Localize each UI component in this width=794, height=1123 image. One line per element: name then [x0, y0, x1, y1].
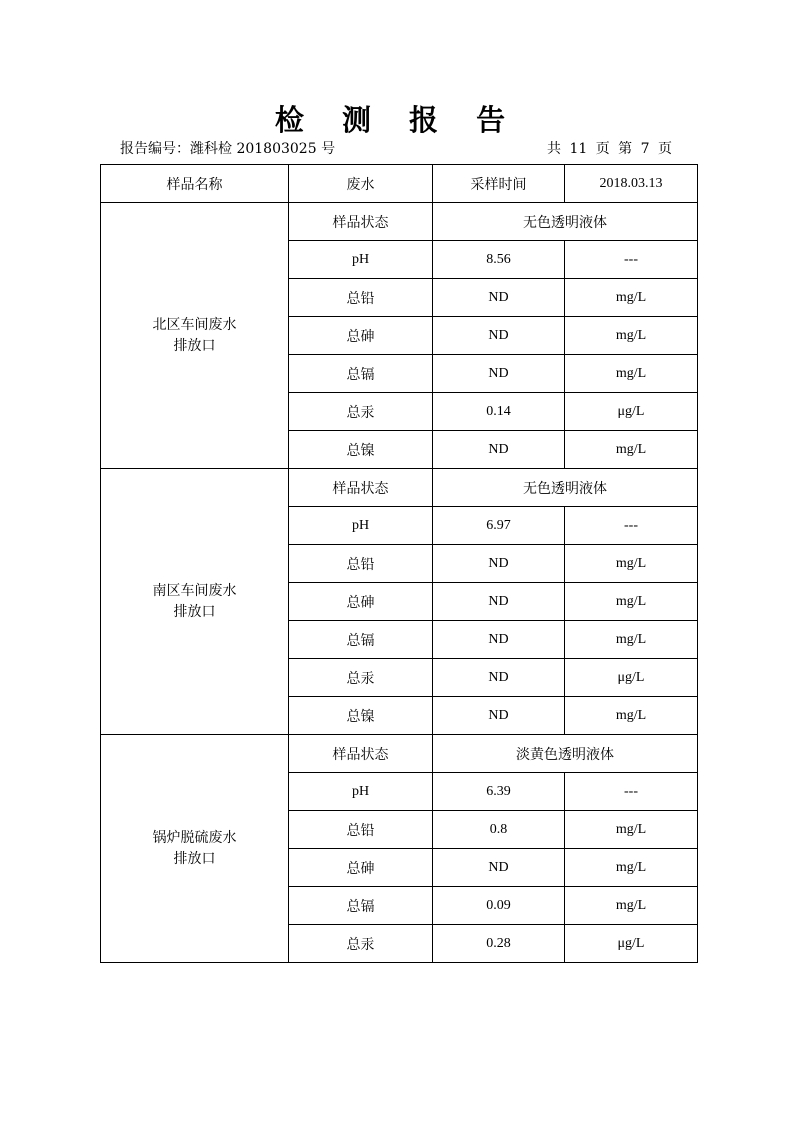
test-item: 总砷 — [289, 583, 433, 621]
test-result: ND — [433, 697, 565, 735]
test-result: 0.09 — [433, 887, 565, 925]
test-result: ND — [433, 621, 565, 659]
sampling-time-label: 采样时间 — [433, 165, 565, 203]
test-result: 0.8 — [433, 811, 565, 849]
sample-name-label: 样品名称 — [101, 165, 289, 203]
sampling-location — [101, 469, 289, 735]
test-result: ND — [433, 317, 565, 355]
test-result: 6.39 — [433, 773, 565, 811]
sample-state-label: 样品状态 — [289, 203, 433, 241]
test-unit: --- — [565, 507, 698, 545]
sample-state-label: 样品状态 — [289, 735, 433, 773]
report-number-value: 潍科检 201803025 号 — [190, 141, 336, 157]
test-result: ND — [433, 545, 565, 583]
test-unit: mg/L — [565, 583, 698, 621]
test-item: 总汞 — [289, 659, 433, 697]
test-item: 总汞 — [289, 925, 433, 963]
results-table — [100, 164, 698, 963]
location-line: 排放口 — [173, 604, 216, 620]
test-item: 总镍 — [289, 697, 433, 735]
test-unit: mg/L — [565, 849, 698, 887]
test-item: 总镉 — [289, 621, 433, 659]
sample-state-row — [101, 469, 698, 507]
test-item: 总砷 — [289, 849, 433, 887]
test-item: 总镉 — [289, 887, 433, 925]
test-unit: mg/L — [565, 697, 698, 735]
test-unit: mg/L — [565, 279, 698, 317]
test-item: 总镍 — [289, 431, 433, 469]
location-line: 排放口 — [173, 851, 216, 867]
sampling-location — [101, 735, 289, 963]
location-line: 南区车间废水 — [152, 583, 237, 599]
sampling-location — [101, 203, 289, 469]
header-row — [101, 165, 698, 203]
test-result: ND — [433, 431, 565, 469]
sample-state-row — [101, 735, 698, 773]
test-result: ND — [433, 849, 565, 887]
test-unit: --- — [565, 241, 698, 279]
test-item: 总铅 — [289, 279, 433, 317]
report-number — [120, 138, 335, 158]
page-counter: 共 11 页 第 7 页 — [547, 141, 672, 157]
test-item: 总铅 — [289, 811, 433, 849]
test-item: pH — [289, 507, 433, 545]
test-item: 总镉 — [289, 355, 433, 393]
test-item: pH — [289, 241, 433, 279]
test-result: ND — [433, 583, 565, 621]
test-item: 总铅 — [289, 545, 433, 583]
test-unit: mg/L — [565, 431, 698, 469]
test-unit: mg/L — [565, 887, 698, 925]
sample-name-value: 废水 — [289, 165, 433, 203]
sample-state-value: 无色透明液体 — [433, 469, 698, 507]
test-result: 0.28 — [433, 925, 565, 963]
location-line: 排放口 — [173, 338, 216, 354]
sample-state-value: 无色透明液体 — [433, 203, 698, 241]
test-item: pH — [289, 773, 433, 811]
test-unit: mg/L — [565, 317, 698, 355]
report-number-label: 报告编号： — [120, 141, 190, 157]
sample-state-label: 样品状态 — [289, 469, 433, 507]
test-result: ND — [433, 659, 565, 697]
sample-state-value: 淡黄色透明液体 — [433, 735, 698, 773]
test-item: 总砷 — [289, 317, 433, 355]
test-unit: mg/L — [565, 811, 698, 849]
sample-state-row — [101, 203, 698, 241]
location-line: 锅炉脱硫废水 — [152, 830, 237, 846]
test-unit: mg/L — [565, 621, 698, 659]
test-result: ND — [433, 279, 565, 317]
test-result: ND — [433, 355, 565, 393]
test-unit: μg/L — [565, 393, 698, 431]
test-unit: μg/L — [565, 659, 698, 697]
test-result: 6.97 — [433, 507, 565, 545]
test-unit: mg/L — [565, 355, 698, 393]
test-unit: μg/L — [565, 925, 698, 963]
test-result: 8.56 — [433, 241, 565, 279]
test-unit: --- — [565, 773, 698, 811]
location-line: 北区车间废水 — [152, 317, 237, 333]
test-item: 总汞 — [289, 393, 433, 431]
report-title: 检 测 报 告 — [274, 103, 520, 137]
sampling-time-value: 2018.03.13 — [565, 165, 698, 203]
test-result: 0.14 — [433, 393, 565, 431]
test-unit: mg/L — [565, 545, 698, 583]
